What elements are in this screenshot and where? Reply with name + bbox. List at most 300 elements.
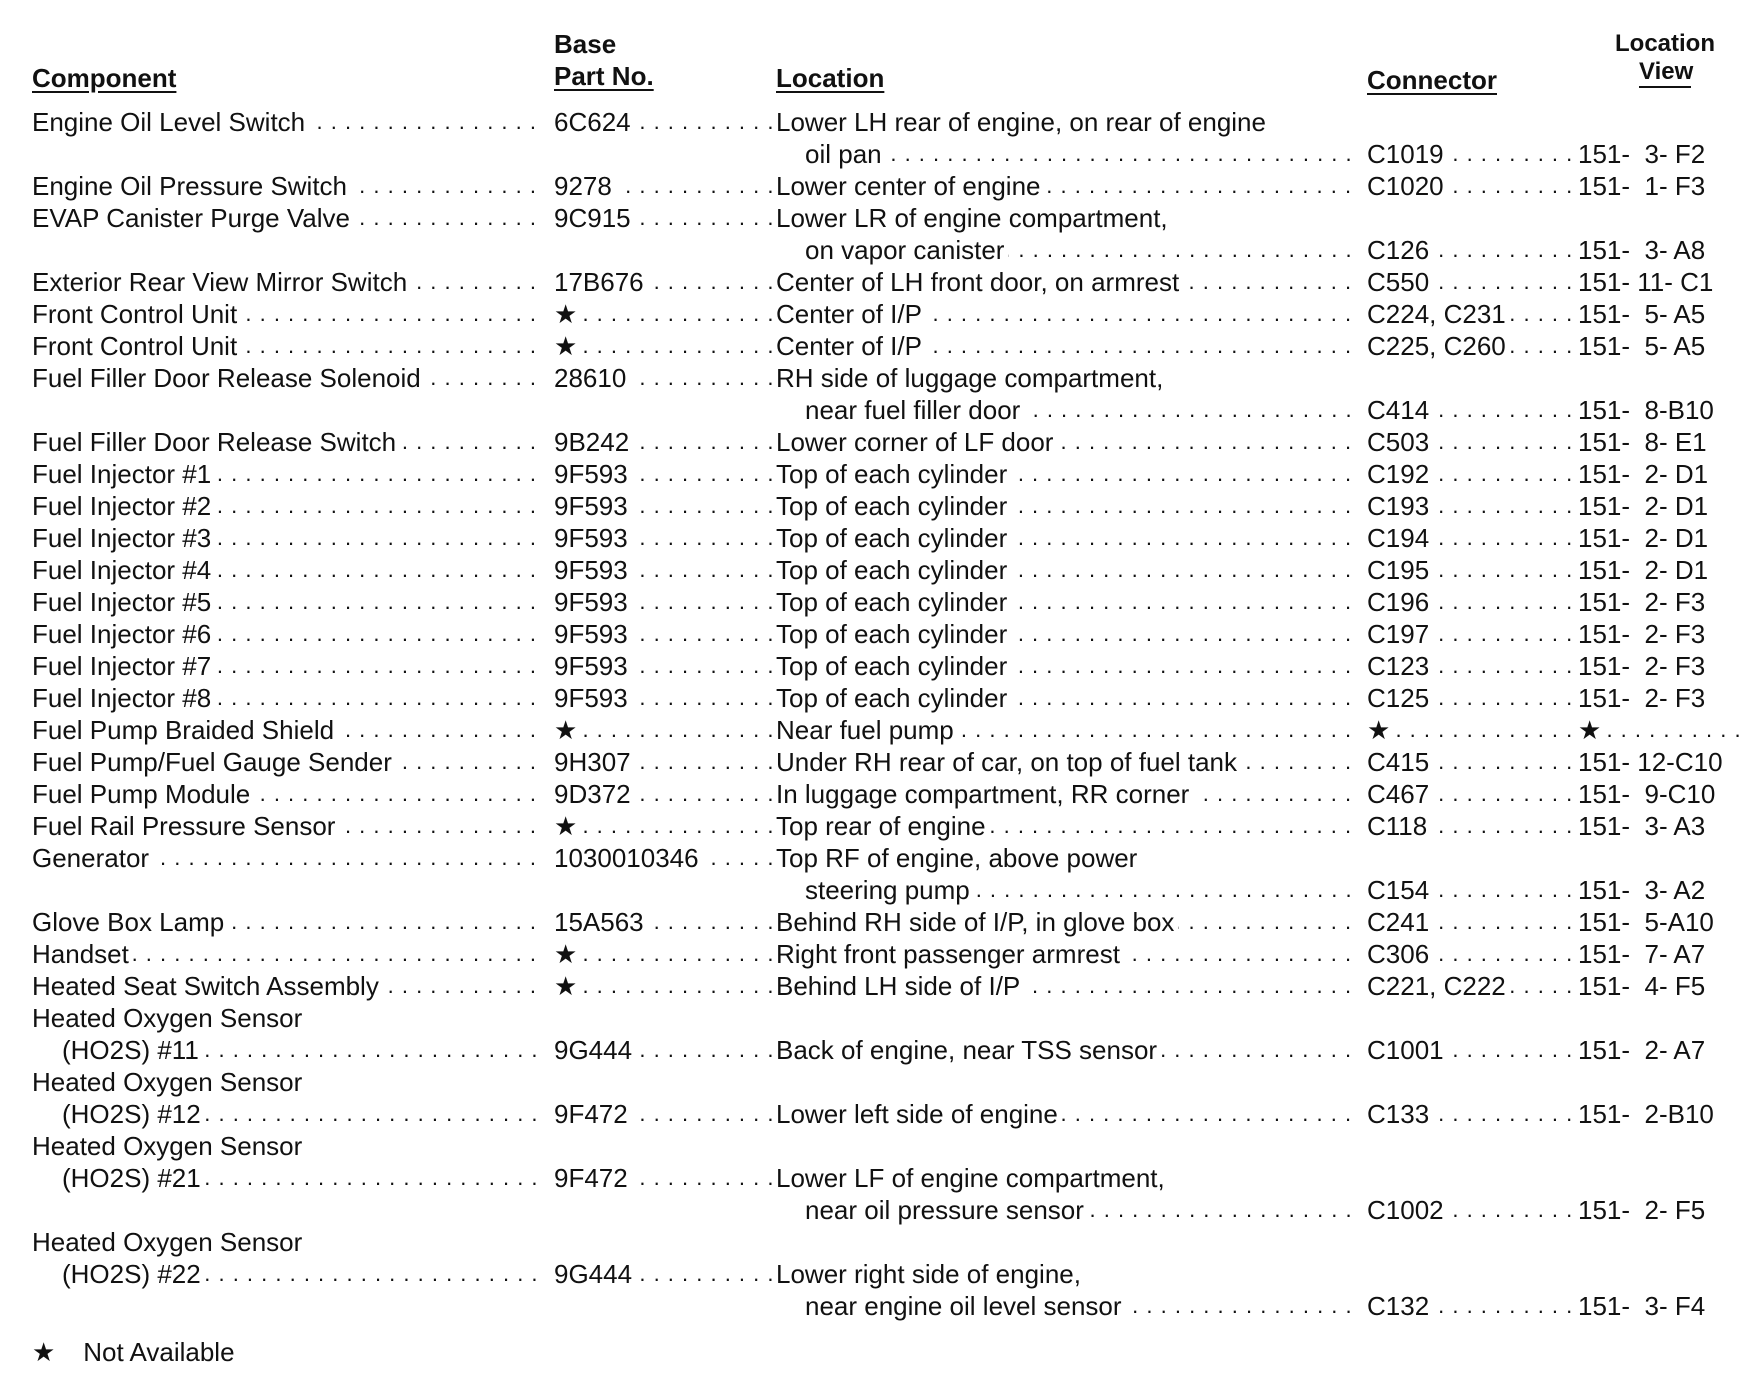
cell-loc-text: Center of LH front door, on armrest [776,267,1183,297]
cell-conn-text: C503 [1367,427,1433,457]
cell-part [554,202,772,234]
cell-view-text: 151- 3- A8 [1578,235,1706,265]
cell-loc-text: Back of engine, near TSS sensor [776,1035,1161,1065]
cell-conn-text: C1001 [1367,1035,1448,1065]
cell-comp-text: Fuel Injector #3 [32,523,215,553]
table-row [0,650,1750,682]
cell-conn-text: C467 [1367,779,1433,809]
cell-loc [776,1034,1360,1066]
cell-loc [776,266,1360,298]
cell-loc-text: near engine oil level sensor [805,1291,1126,1321]
cell-loc [776,586,1360,618]
cell-view-text: 151- 2- D1 [1578,491,1709,521]
cell-conn-text: ★ [1367,715,1394,745]
cell-comp [32,426,536,458]
cell-conn-text: C194 [1367,523,1433,553]
cell-conn-text: C241 [1367,907,1433,937]
cell-view [1578,586,1750,618]
cell-comp-text: EVAP Canister Purge Valve [32,203,354,233]
cell-view-text: 151- 8- E1 [1578,427,1707,457]
cell-comp-text: (HO2S) #21 [62,1163,205,1193]
cell-conn-text: C306 [1367,939,1433,969]
table-row [0,714,1750,746]
cell-view [1578,618,1750,650]
cell-loc [776,202,1360,234]
table-row [0,554,1750,586]
cell-conn [1367,810,1577,842]
table-row [0,970,1750,1002]
cell-part [554,1162,772,1194]
table-row [0,938,1750,970]
cell-comp [32,1226,536,1258]
table-row [0,394,1750,426]
cell-conn [1367,874,1577,906]
table-row [0,1002,1750,1034]
cell-comp [32,682,536,714]
table-row [0,1162,1750,1194]
cell-view-text: 151- 2- D1 [1578,555,1709,585]
table-row [0,298,1750,330]
cell-view-text: 151- 11- C1 [1578,267,1714,297]
cell-part [554,810,772,842]
cell-loc [776,330,1360,362]
cell-comp [32,330,536,362]
cell-part [554,298,772,330]
table-row [0,490,1750,522]
cell-comp [32,202,536,234]
cell-comp-text: Fuel Injector #7 [32,651,215,681]
cell-part [554,778,772,810]
cell-part [554,682,772,714]
cell-comp-text: Heated Oxygen Sensor [32,1227,306,1257]
cell-loc [776,458,1360,490]
cell-comp [32,810,536,842]
cell-view [1578,458,1750,490]
cell-conn-text: C225, C260 [1367,331,1510,361]
cell-view [1578,682,1750,714]
cell-part-text: 9F593 [554,491,632,521]
cell-loc-text: Lower center of engine [776,171,1045,201]
cell-conn [1367,586,1577,618]
table-row [0,906,1750,938]
cell-loc [776,170,1360,202]
cell-conn [1367,266,1577,298]
cell-loc-text: Lower corner of LF door [776,427,1057,457]
cell-conn-text: C221, C222 [1367,971,1510,1001]
table-row [0,106,1750,138]
cell-view [1578,170,1750,202]
cell-comp-text: Glove Box Lamp [32,907,228,937]
cell-conn-text: C126 [1367,235,1433,265]
cell-part-text: ★ [554,299,581,329]
table-body [0,106,1750,1322]
cell-conn [1367,458,1577,490]
cell-part [554,842,772,874]
cell-part [554,1034,772,1066]
cell-part-text: 9G444 [554,1259,636,1289]
cell-loc-text: Behind RH side of I/P, in glove box [776,907,1178,937]
table-row [0,810,1750,842]
table-row [0,1130,1750,1162]
header-base-part-no [554,28,654,92]
cell-part [554,330,772,362]
cell-comp-text: Fuel Filler Door Release Solenoid [32,363,425,393]
cell-loc-text: In luggage compartment, RR corner [776,779,1193,809]
cell-loc [776,554,1360,586]
cell-loc-text: Lower right side of engine, [776,1259,1085,1289]
table-row [0,202,1750,234]
cell-view [1578,298,1750,330]
cell-comp [62,1098,536,1130]
cell-comp-text: Fuel Injector #1 [32,459,215,489]
cell-conn-text: C415 [1367,747,1433,777]
table-row [0,330,1750,362]
cell-conn [1367,1034,1577,1066]
cell-conn-text: C1002 [1367,1195,1448,1225]
cell-view-text: 151- 5- A5 [1578,299,1706,329]
cell-comp-text: (HO2S) #22 [62,1259,205,1289]
cell-conn-text: C133 [1367,1099,1433,1129]
cell-part [554,458,772,490]
cell-comp-text: Fuel Injector #4 [32,555,215,585]
cell-view-text: 151- 2- D1 [1578,523,1709,553]
header-connector: Connector [1367,65,1497,95]
cell-loc [776,746,1360,778]
cell-view-text: 151- 7- A7 [1578,939,1706,969]
cell-part [554,362,772,394]
cell-comp-text: Engine Oil Level Switch [32,107,309,137]
cell-part-text: ★ [554,811,581,841]
cell-comp-text: Heated Oxygen Sensor [32,1131,306,1161]
cell-loc-text: Center of I/P [776,331,926,361]
cell-loc-text: Top of each cylinder [776,459,1011,489]
cell-loc-text: near oil pressure sensor [805,1195,1088,1225]
cell-comp-text: Fuel Pump Module [32,779,254,809]
cell-view [1578,266,1750,298]
cell-conn [1367,970,1577,1002]
cell-conn-text: C193 [1367,491,1433,521]
cell-loc-text: Top of each cylinder [776,587,1011,617]
cell-comp-text: (HO2S) #12 [62,1099,205,1129]
cell-loc [805,234,1360,266]
cell-view [1578,1098,1750,1130]
cell-comp [32,490,536,522]
table-row [0,458,1750,490]
cell-comp [62,1258,536,1290]
cell-loc [776,1162,1360,1194]
cell-comp [32,1130,536,1162]
cell-loc [776,106,1360,138]
cell-loc-text: Top of each cylinder [776,619,1011,649]
cell-view-text: 151- 3- A2 [1578,875,1706,905]
cell-comp-text: Fuel Pump Braided Shield [32,715,338,745]
cell-view [1578,1290,1750,1322]
cell-loc [805,874,1360,906]
header-view-line1: Location [1615,30,1715,57]
cell-loc [776,1258,1360,1290]
cell-part [554,618,772,650]
cell-view [1578,938,1750,970]
cell-loc-text: Top RF of engine, above power [776,843,1141,873]
cell-conn [1367,522,1577,554]
cell-loc [776,362,1360,394]
cell-loc [776,650,1360,682]
cell-loc [776,938,1360,970]
cell-view [1578,650,1750,682]
cell-part-text: 9F472 [554,1163,632,1193]
table-row [0,1098,1750,1130]
cell-comp [32,170,536,202]
cell-view-text: 151- 12-C10 [1578,747,1723,777]
cell-view [1578,490,1750,522]
table-row [0,874,1750,906]
cell-conn [1367,906,1577,938]
cell-conn [1367,650,1577,682]
cell-loc [776,714,1360,746]
table-row [0,426,1750,458]
cell-view-text: 151- 9-C10 [1578,779,1716,809]
cell-conn [1367,138,1577,170]
table-row [0,1258,1750,1290]
cell-comp [32,106,536,138]
cell-loc [805,1194,1360,1226]
cell-loc-text: Top rear of engine [776,811,990,841]
cell-comp [32,554,536,586]
table-row [0,1066,1750,1098]
cell-view-text: 151- 2-B10 [1578,1099,1714,1129]
cell-loc-text: Lower LR of engine compartment, [776,203,1172,233]
cell-loc [776,1098,1360,1130]
cell-view [1578,906,1750,938]
cell-part-text: 9F593 [554,651,632,681]
header-base: Base [554,29,617,59]
cell-conn-text: C196 [1367,587,1433,617]
table-row [0,1034,1750,1066]
cell-loc-text: Right front passenger armrest [776,939,1124,969]
cell-loc [776,426,1360,458]
cell-conn [1367,618,1577,650]
cell-loc-text: Lower LF of engine compartment, [776,1163,1169,1193]
table-row [0,842,1750,874]
cell-view-text: 151- 5-A10 [1578,907,1714,937]
cell-part [554,970,772,1002]
cell-conn-text: C414 [1367,395,1433,425]
cell-loc-text: near fuel filler door [805,395,1024,425]
cell-view-text: 151- 3- A3 [1578,811,1706,841]
cell-part-text: ★ [554,971,581,1001]
cell-part-text: 9F593 [554,619,632,649]
cell-comp [32,618,536,650]
table-row [0,266,1750,298]
cell-conn [1367,234,1577,266]
cell-loc [776,522,1360,554]
cell-part-text: 9F472 [554,1099,632,1129]
cell-conn-text: C125 [1367,683,1433,713]
cell-comp [32,650,536,682]
cell-comp [62,1162,536,1194]
cell-loc [776,618,1360,650]
cell-part-text: 15A563 [554,907,648,937]
cell-conn-text: C154 [1367,875,1433,905]
cell-view-text: 151- 2- F5 [1578,1195,1706,1225]
cell-conn-text: C123 [1367,651,1433,681]
cell-conn [1367,1098,1577,1130]
cell-comp-text: Exterior Rear View Mirror Switch [32,267,411,297]
table-row [0,170,1750,202]
cell-view [1578,1034,1750,1066]
cell-part [554,586,772,618]
cell-loc [805,1290,1360,1322]
table-row [0,682,1750,714]
cell-view-text: 151- 2- D1 [1578,459,1709,489]
cell-conn [1367,490,1577,522]
table-row [0,618,1750,650]
cell-comp-text: Heated Seat Switch Assembly [32,971,383,1001]
cell-comp-text: Fuel Injector #8 [32,683,215,713]
header-location: Location [776,63,885,93]
cell-view [1578,138,1750,170]
cell-part [554,1098,772,1130]
cell-part [554,1258,772,1290]
cell-comp [32,714,536,746]
cell-conn-text: C1020 [1367,171,1448,201]
cell-comp [32,938,536,970]
table-row [0,778,1750,810]
cell-part-text: 9F593 [554,555,632,585]
cell-comp [32,586,536,618]
cell-loc-text: Top of each cylinder [776,555,1011,585]
cell-view [1578,970,1750,1002]
cell-loc [776,298,1360,330]
cell-conn-text: C224, C231 [1367,299,1510,329]
cell-comp [32,1002,536,1034]
table-row [0,138,1750,170]
cell-loc [805,394,1360,426]
cell-conn [1367,1290,1577,1322]
cell-loc-text: oil pan [805,139,886,169]
cell-view [1578,1194,1750,1226]
cell-comp [32,746,536,778]
table-row [0,1194,1750,1226]
cell-part-text: 9C915 [554,203,635,233]
cell-loc [776,906,1360,938]
cell-conn [1367,298,1577,330]
cell-comp [32,778,536,810]
cell-comp [32,1066,536,1098]
cell-loc-text: Near fuel pump [776,715,958,745]
cell-view-text: 151- 2- F3 [1578,683,1706,713]
cell-conn [1367,778,1577,810]
cell-comp-text: Heated Oxygen Sensor [32,1067,306,1097]
cell-view [1578,778,1750,810]
cell-comp-text: Engine Oil Pressure Switch [32,171,351,201]
cell-view [1578,394,1750,426]
header-component: Component [32,63,177,93]
cell-loc-text: Lower LH rear of engine, on rear of engine [776,107,1270,137]
cell-conn [1367,746,1577,778]
cell-part [554,266,772,298]
cell-conn-text: C132 [1367,1291,1433,1321]
cell-loc-text: on vapor canister [805,235,1008,265]
cell-conn-text: C550 [1367,267,1433,297]
cell-loc-text: Center of I/P [776,299,926,329]
cell-conn [1367,330,1577,362]
cell-view-text: 151- 3- F2 [1578,139,1706,169]
cell-part [554,170,772,202]
cell-comp-text: Fuel Injector #2 [32,491,215,521]
cell-loc-text: Top of each cylinder [776,491,1011,521]
cell-view-text: 151- 2- A7 [1578,1035,1706,1065]
footnote-text: Not Available [83,1337,235,1367]
cell-loc-text: steering pump [805,875,974,905]
cell-conn [1367,682,1577,714]
cell-view [1578,426,1750,458]
header-part-no: Part No. [554,61,654,91]
cell-part-text: 28610 [554,363,630,393]
cell-view [1578,234,1750,266]
cell-view [1578,746,1750,778]
cell-comp-text: Fuel Injector #6 [32,619,215,649]
cell-part-text: 9B242 [554,427,633,457]
cell-loc-text: Under RH rear of car, on top of fuel tank [776,747,1241,777]
cell-loc-text: Top of each cylinder [776,683,1011,713]
cell-part-text: 9F593 [554,683,632,713]
cell-part-text: 9G444 [554,1035,636,1065]
cell-loc-text: Top of each cylinder [776,523,1011,553]
cell-loc-text: Lower left side of engine [776,1099,1062,1129]
table-row [0,234,1750,266]
footnote-star-icon: ★ [32,1337,56,1367]
cell-part-text: 9H307 [554,747,635,777]
cell-loc-text: RH side of luggage compartment, [776,363,1167,393]
cell-view-text: 151- 2- F3 [1578,651,1706,681]
cell-part-text: 17B676 [554,267,648,297]
cell-comp [32,970,536,1002]
cell-comp-text: Handset [32,939,133,969]
cell-conn [1367,426,1577,458]
cell-conn [1367,1194,1577,1226]
cell-comp-text: Fuel Filler Door Release Switch [32,427,400,457]
cell-part [554,714,772,746]
cell-conn [1367,938,1577,970]
table-row [0,586,1750,618]
cell-part [554,650,772,682]
cell-part-text: ★ [554,331,581,361]
cell-part [554,938,772,970]
cell-part [554,746,772,778]
cell-loc-text: Behind LH side of I/P [776,971,1024,1001]
cell-comp-text: Front Control Unit [32,299,241,329]
cell-view-text: 151- 5- A5 [1578,331,1706,361]
table-row [0,1226,1750,1258]
cell-loc [776,682,1360,714]
cell-comp [32,842,536,874]
cell-view-text: 151- 2- F3 [1578,619,1706,649]
cell-comp [62,1034,536,1066]
cell-part [554,522,772,554]
cell-loc [776,970,1360,1002]
cell-comp-text: Heated Oxygen Sensor [32,1003,306,1033]
cell-part-text: 9278 [554,171,616,201]
cell-part [554,106,772,138]
cell-part-text: 6C624 [554,107,635,137]
cell-comp-text: Fuel Injector #5 [32,587,215,617]
cell-conn-text: C197 [1367,619,1433,649]
cell-comp-text: Fuel Pump/Fuel Gauge Sender [32,747,396,777]
header-view-line2: View [1639,58,1691,88]
cell-view [1578,554,1750,586]
table-row [0,522,1750,554]
